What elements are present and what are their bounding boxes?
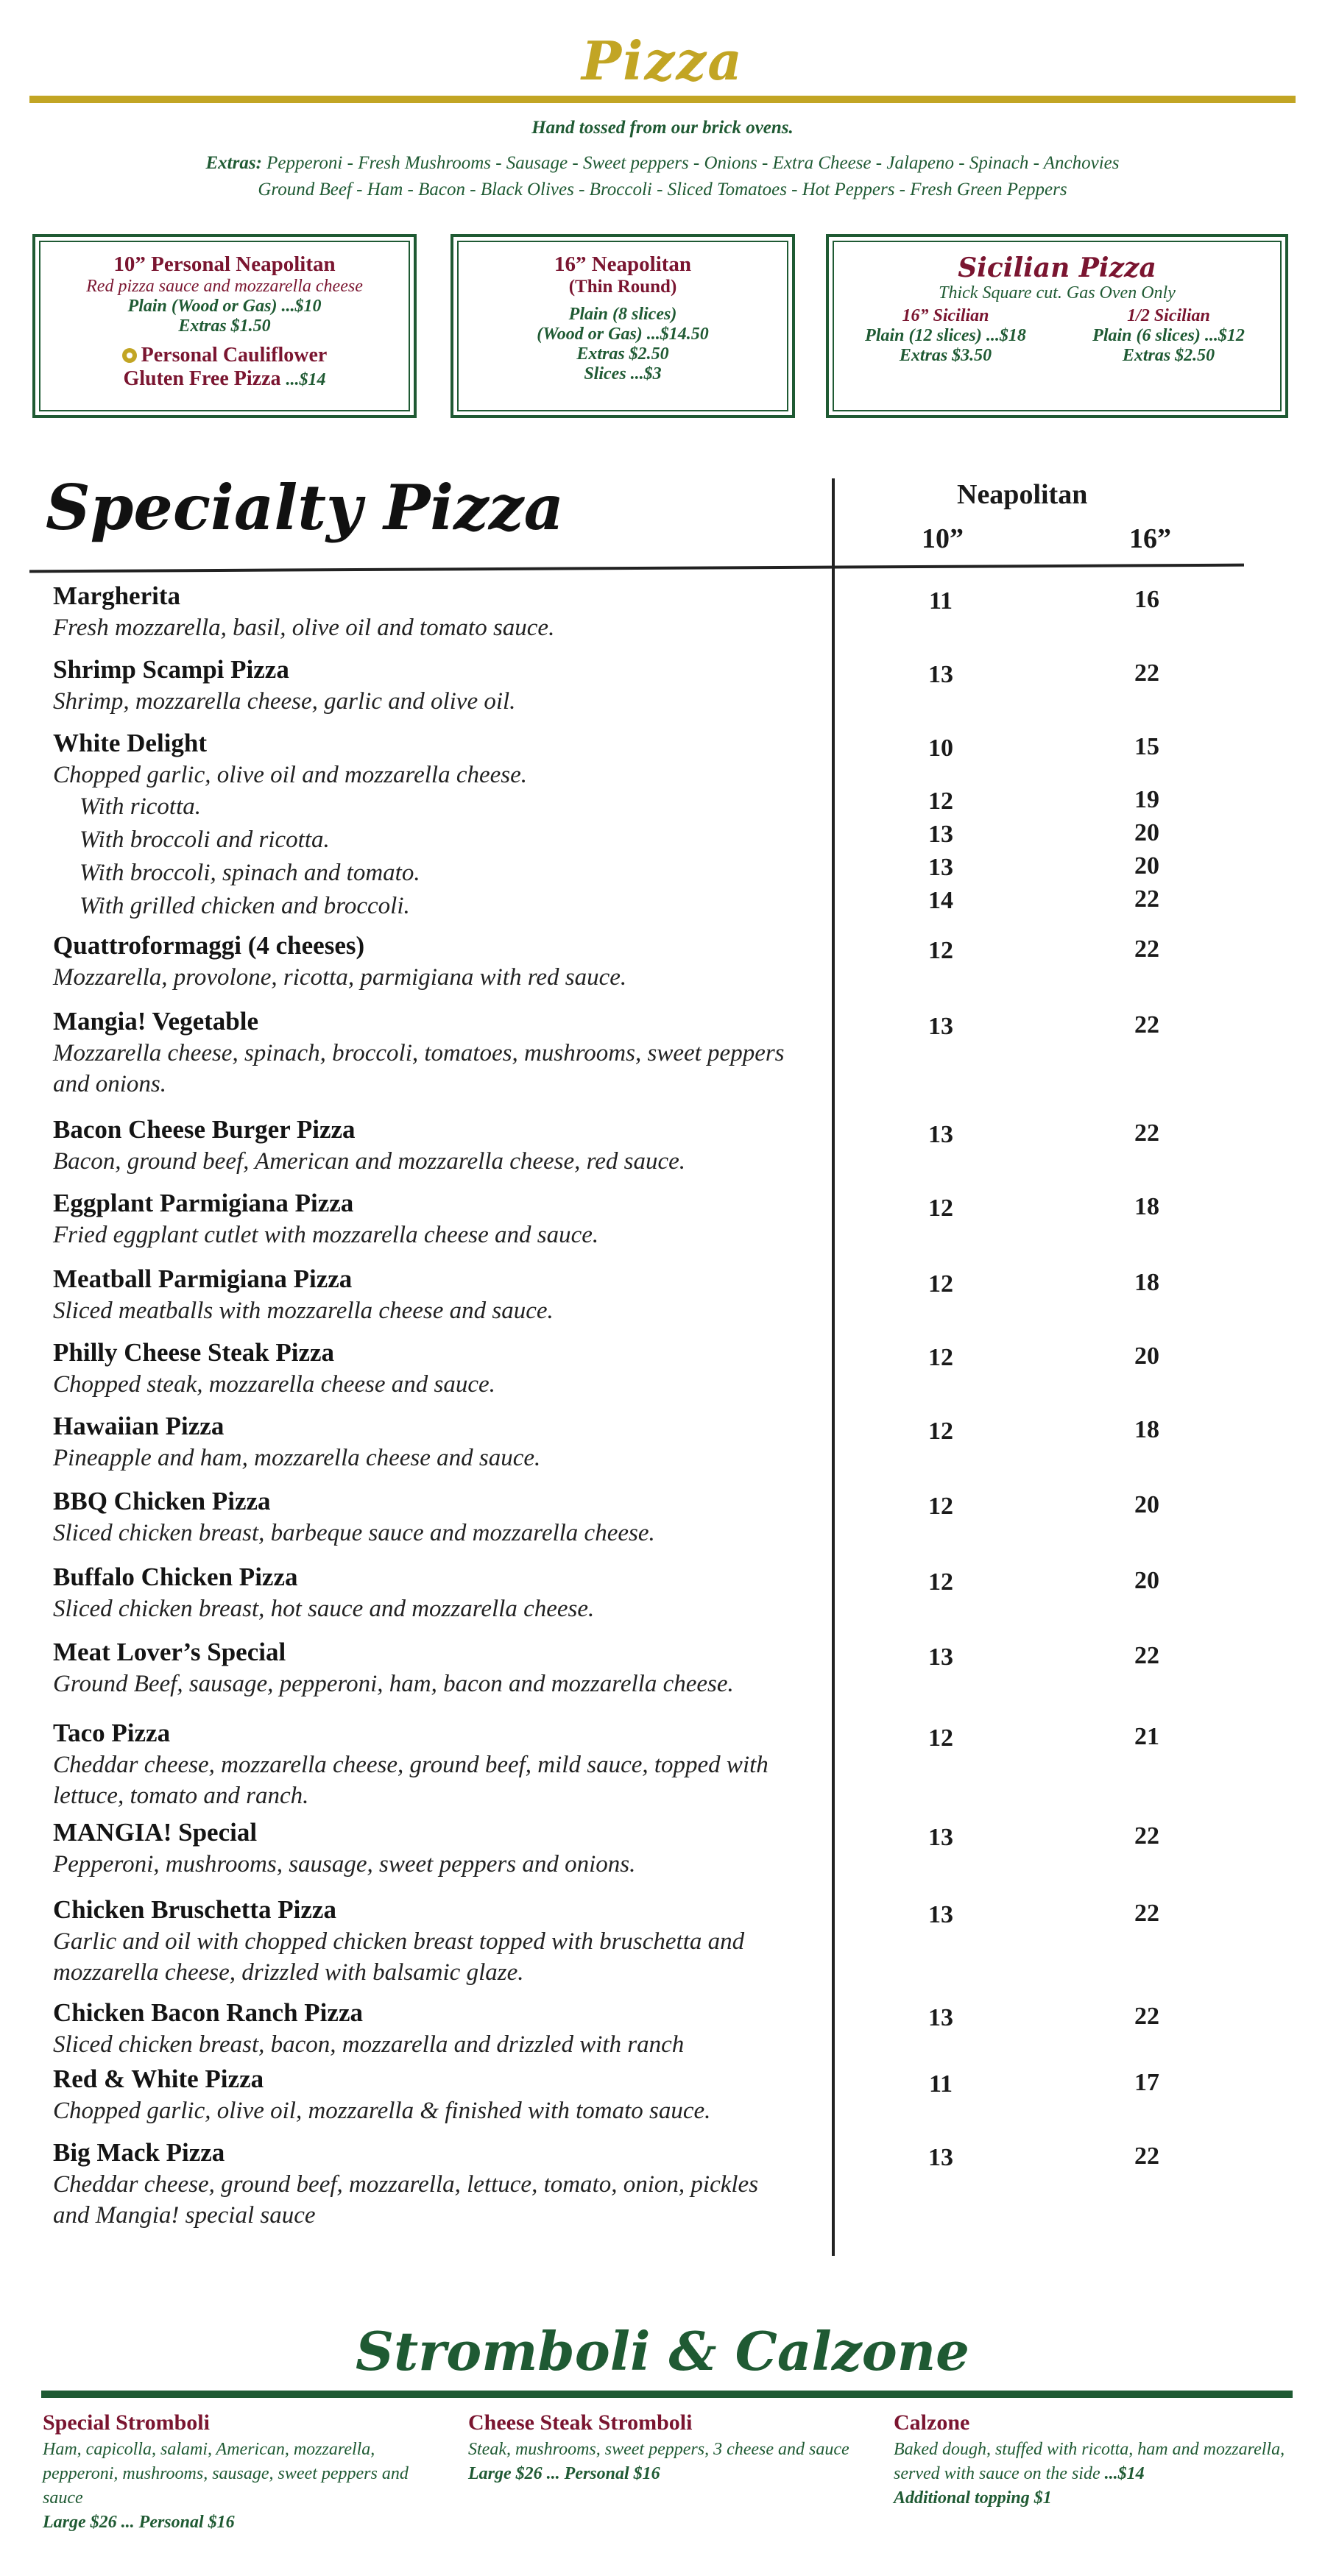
menu-item-name: MANGIA! Special — [53, 1818, 258, 1847]
variant-price-10: 12 — [928, 788, 953, 815]
menu-item-desc: Chopped garlic, olive oil, mozzarella & finished with tomato sauce. — [53, 2098, 711, 2124]
variant-price-10: 13 — [928, 821, 953, 848]
personal-neapolitan-box — [32, 234, 417, 418]
sicilian-desc: Thick Square cut. Gas Oven Only — [939, 283, 1176, 302]
price-16: 22 — [1134, 1822, 1159, 1850]
pizza-section-title: Pizza — [582, 29, 743, 92]
price-16: 18 — [1134, 1193, 1159, 1220]
menu-item-desc: Mozzarella cheese, spinach, broccoli, tomatoes, mushrooms, sweet peppers and onions. — [53, 1040, 785, 1097]
sicilian-full — [838, 306, 1053, 366]
menu-item-name: Philly Cheese Steak Pizza — [53, 1338, 335, 1367]
price-16: 18 — [1134, 1416, 1159, 1443]
menu-item-name: Margherita — [53, 581, 180, 610]
menu-item-desc: Chopped garlic, olive oil and mozzarella cheese. — [53, 762, 527, 788]
menu-item-desc: Cheddar cheese, mozzarella cheese, ground beef, mild sauce, topped with lettuce, tomato and ranch. — [53, 1752, 768, 1809]
price-16: 20 — [1134, 1567, 1159, 1594]
menu-item-name: Eggplant Parmigiana Pizza — [53, 1189, 354, 1217]
calzone-extra-topping: Additional topping $1 — [894, 2488, 1052, 2508]
menu-item-desc: Pineapple and ham, mozzarella cheese and sauce. — [53, 1445, 541, 1471]
neapolitan-plain-2: (Wood or Gas) ...$14.50 — [537, 325, 709, 344]
personal-plain: Plain (Wood or Gas) ...$10 — [127, 297, 322, 316]
menu-item-name: Bacon Cheese Burger Pizza — [53, 1115, 356, 1144]
special-stromboli-price: Large $26 ... Personal $16 — [43, 2513, 235, 2532]
price-10: 12 — [928, 1568, 953, 1596]
calzone-desc: Baked dough, stuffed with ricotta, ham and mozzarella, served with sauce on the side — [894, 2440, 1285, 2483]
price-10: 13 — [928, 1901, 953, 1928]
variant-price-16: 20 — [1134, 819, 1159, 846]
sicilian-half-extras: Extras $2.50 — [1122, 346, 1215, 365]
cheese-steak-stromboli-desc: Steak, mushrooms, sweet peppers, 3 cheese and sauce — [468, 2440, 849, 2459]
price-10: 12 — [928, 1724, 953, 1752]
price-10: 12 — [928, 1195, 953, 1222]
price-10: 12 — [928, 937, 953, 964]
price-10: 13 — [928, 1013, 953, 1040]
size-10-header: 10” — [922, 523, 964, 554]
price-10: 11 — [928, 587, 953, 615]
price-16: 21 — [1134, 1723, 1159, 1750]
special-stromboli-desc: Ham, capicolla, salami, American, mozzarella, pepperoni, mushrooms, sausage, sweet peppers and sauce — [43, 2440, 409, 2508]
green-divider — [41, 2391, 1293, 2398]
special-stromboli-title: Special Stromboli — [43, 2410, 210, 2435]
menu-item-name: Quattroformaggi (4 cheeses) — [53, 931, 365, 960]
cheese-steak-stromboli-price: Large $26 ... Personal $16 — [468, 2464, 660, 2483]
sicilian-title: Sicilian Pizza — [958, 252, 1156, 283]
price-16: 15 — [1134, 733, 1159, 760]
menu-variant-label: With ricotta. — [80, 793, 201, 820]
menu-item-desc: Bacon, ground beef, American and mozzarella cheese, red sauce. — [53, 1148, 686, 1175]
stromboli-section-title: Stromboli & Calzone — [356, 2320, 969, 2382]
personal-desc: Red pizza sauce and mozzarella cheese — [86, 277, 363, 296]
price-10: 12 — [928, 1493, 953, 1520]
cheese-steak-stromboli — [468, 2410, 866, 2486]
menu-item-name: BBQ Chicken Pizza — [53, 1487, 271, 1515]
price-16: 20 — [1134, 1491, 1159, 1518]
price-16: 22 — [1134, 935, 1159, 963]
cauliflower-line-1 — [40, 344, 409, 367]
menu-item-desc: Shrimp, mozzarella cheese, garlic and olive oil. — [53, 688, 516, 715]
menu-item-name: Red & White Pizza — [53, 2064, 264, 2093]
sicilian-box — [826, 234, 1288, 418]
price-10: 11 — [928, 2070, 953, 2098]
sicilian-full-title: 16” Sicilian — [902, 306, 989, 325]
price-16: 22 — [1134, 2142, 1159, 2170]
variant-price-16: 22 — [1134, 885, 1159, 913]
variant-price-10: 13 — [928, 854, 953, 881]
menu-item-name: Chicken Bacon Ranch Pizza — [53, 1998, 363, 2027]
sicilian-full-extras: Extras $3.50 — [899, 346, 992, 365]
calzone-desc-block — [894, 2438, 1291, 2486]
menu-variant-label: With grilled chicken and broccoli. — [80, 893, 410, 919]
cauliflower-label-1: Personal Cauliflower — [141, 344, 328, 367]
neapolitan-title: 16” Neapolitan — [554, 252, 692, 276]
calzone-price: ...$14 — [1104, 2464, 1145, 2483]
price-16: 22 — [1134, 1119, 1159, 1147]
menu-item-desc: Sliced meatballs with mozzarella cheese and sauce. — [53, 1298, 554, 1324]
variant-price-10: 14 — [928, 887, 953, 914]
pizza-intro — [0, 118, 1325, 203]
menu-item-name: Buffalo Chicken Pizza — [53, 1563, 298, 1591]
calzone-title: Calzone — [894, 2410, 970, 2435]
menu-item-desc: Sliced chicken breast, hot sauce and mozzarella cheese. — [53, 1596, 595, 1622]
price-10: 10 — [928, 735, 953, 762]
gluten-free-icon — [122, 348, 137, 363]
sicilian-half-title: 1/2 Sicilian — [1127, 306, 1210, 325]
cauliflower-price: ...$14 — [286, 370, 326, 389]
gold-divider — [29, 96, 1296, 103]
price-column-divider — [832, 478, 835, 2256]
size-16-header: 16” — [1129, 523, 1171, 554]
price-16: 22 — [1134, 1011, 1159, 1038]
neapolitan-box — [451, 234, 795, 418]
neapolitan-slices: Slices ...$3 — [584, 364, 662, 383]
personal-extras: Extras $1.50 — [178, 316, 271, 336]
sicilian-half-plain: Plain (6 slices) ...$12 — [1092, 326, 1245, 345]
menu-item-desc: Ground Beef, sausage, pepperoni, ham, bacon and mozzarella cheese. — [53, 1671, 734, 1697]
menu-item-desc: Sliced chicken breast, bacon, mozzarella and drizzled with ranch — [53, 2031, 685, 2058]
price-16: 20 — [1134, 1342, 1159, 1370]
cheese-steak-stromboli-title: Cheese Steak Stromboli — [468, 2410, 693, 2435]
variant-price-16: 20 — [1134, 852, 1159, 880]
menu-item-desc: Chopped steak, mozzarella cheese and sauce. — [53, 1371, 495, 1398]
menu-item-desc: Pepperoni, mushrooms, sausage, sweet peppers and onions. — [53, 1851, 636, 1878]
price-16: 22 — [1134, 2003, 1159, 2030]
menu-item-desc: Fresh mozzarella, basil, olive oil and tomato sauce. — [53, 615, 555, 641]
price-10: 13 — [928, 2144, 953, 2171]
price-10: 12 — [928, 1344, 953, 1371]
specialty-pizza-title: Specialty Pizza — [46, 471, 564, 544]
menu-item-name: White Delight — [53, 729, 208, 757]
neapolitan-extras: Extras $2.50 — [576, 344, 669, 364]
price-16: 22 — [1134, 1642, 1159, 1669]
neapolitan-column-header: Neapolitan — [957, 479, 1088, 510]
menu-item-name: Big Mack Pizza — [53, 2138, 225, 2167]
price-10: 13 — [928, 1824, 953, 1851]
menu-item-desc: Fried eggplant cutlet with mozzarella cheese and sauce. — [53, 1222, 599, 1248]
extras-label: Extras: — [205, 153, 262, 173]
menu-item-name: Shrimp Scampi Pizza — [53, 655, 289, 684]
price-16: 22 — [1134, 1900, 1159, 1927]
price-16: 18 — [1134, 1269, 1159, 1296]
menu-variant-label: With broccoli, spinach and tomato. — [80, 860, 420, 886]
menu-item-name: Meatball Parmigiana Pizza — [53, 1264, 353, 1293]
price-16: 16 — [1134, 586, 1159, 613]
menu-variant-label: With broccoli and ricotta. — [80, 827, 330, 853]
calzone — [894, 2410, 1291, 2510]
extras-line-2: Ground Beef - Ham - Bacon - Black Olives - Broccoli - Sliced Tomatoes - Hot Peppers - Fresh Green Peppers — [258, 180, 1067, 199]
price-10: 13 — [928, 1643, 953, 1671]
menu-item-name: Hawaiian Pizza — [53, 1412, 225, 1440]
menu-item-name: Mangia! Vegetable — [53, 1007, 259, 1036]
price-16: 17 — [1134, 2069, 1159, 2096]
menu-item-name: Chicken Bruschetta Pizza — [53, 1895, 336, 1924]
price-10: 13 — [928, 2004, 953, 2031]
personal-title: 10” Personal Neapolitan — [113, 252, 336, 276]
menu-item-desc: Sliced chicken breast, barbeque sauce and mozzarella cheese. — [53, 1520, 655, 1546]
special-stromboli — [43, 2410, 440, 2535]
menu-item-desc: Cheddar cheese, ground beef, mozzarella, lettuce, tomato, onion, pickles and Mangia! special sauce — [53, 2171, 759, 2229]
sicilian-half — [1061, 306, 1276, 366]
menu-item-desc: Mozzarella, provolone, ricotta, parmigiana with red sauce. — [53, 964, 627, 991]
sicilian-full-plain: Plain (12 slices) ...$18 — [865, 326, 1026, 345]
variant-price-16: 19 — [1134, 786, 1159, 813]
menu-item-name: Meat Lover’s Special — [53, 1638, 286, 1666]
menu-item-name: Taco Pizza — [53, 1719, 171, 1747]
price-10: 13 — [928, 1121, 953, 1148]
neapolitan-plain-1: Plain (8 slices) — [568, 305, 677, 324]
price-10: 12 — [928, 1418, 953, 1445]
pizza-tagline: Hand tossed from our brick ovens. — [531, 118, 794, 138]
extras-line-1 — [0, 150, 1325, 177]
price-16: 22 — [1134, 659, 1159, 687]
cauliflower-line-2 — [40, 367, 409, 391]
extras-list-1: Pepperoni - Fresh Mushrooms - Sausage - Sweet peppers - Onions - Extra Cheese - Jalapeno - Spinach - Anchovies — [266, 153, 1120, 173]
price-10: 13 — [928, 661, 953, 688]
cauliflower-label-2: Gluten Free Pizza — [123, 367, 281, 390]
price-10: 12 — [928, 1270, 953, 1298]
menu-item-desc: Garlic and oil with chopped chicken breast topped with bruschetta and mozzarella cheese, drizzled with balsamic glaze. — [53, 1928, 745, 1986]
header-divider — [29, 564, 1244, 573]
neapolitan-subtitle: (Thin Round) — [568, 277, 677, 297]
